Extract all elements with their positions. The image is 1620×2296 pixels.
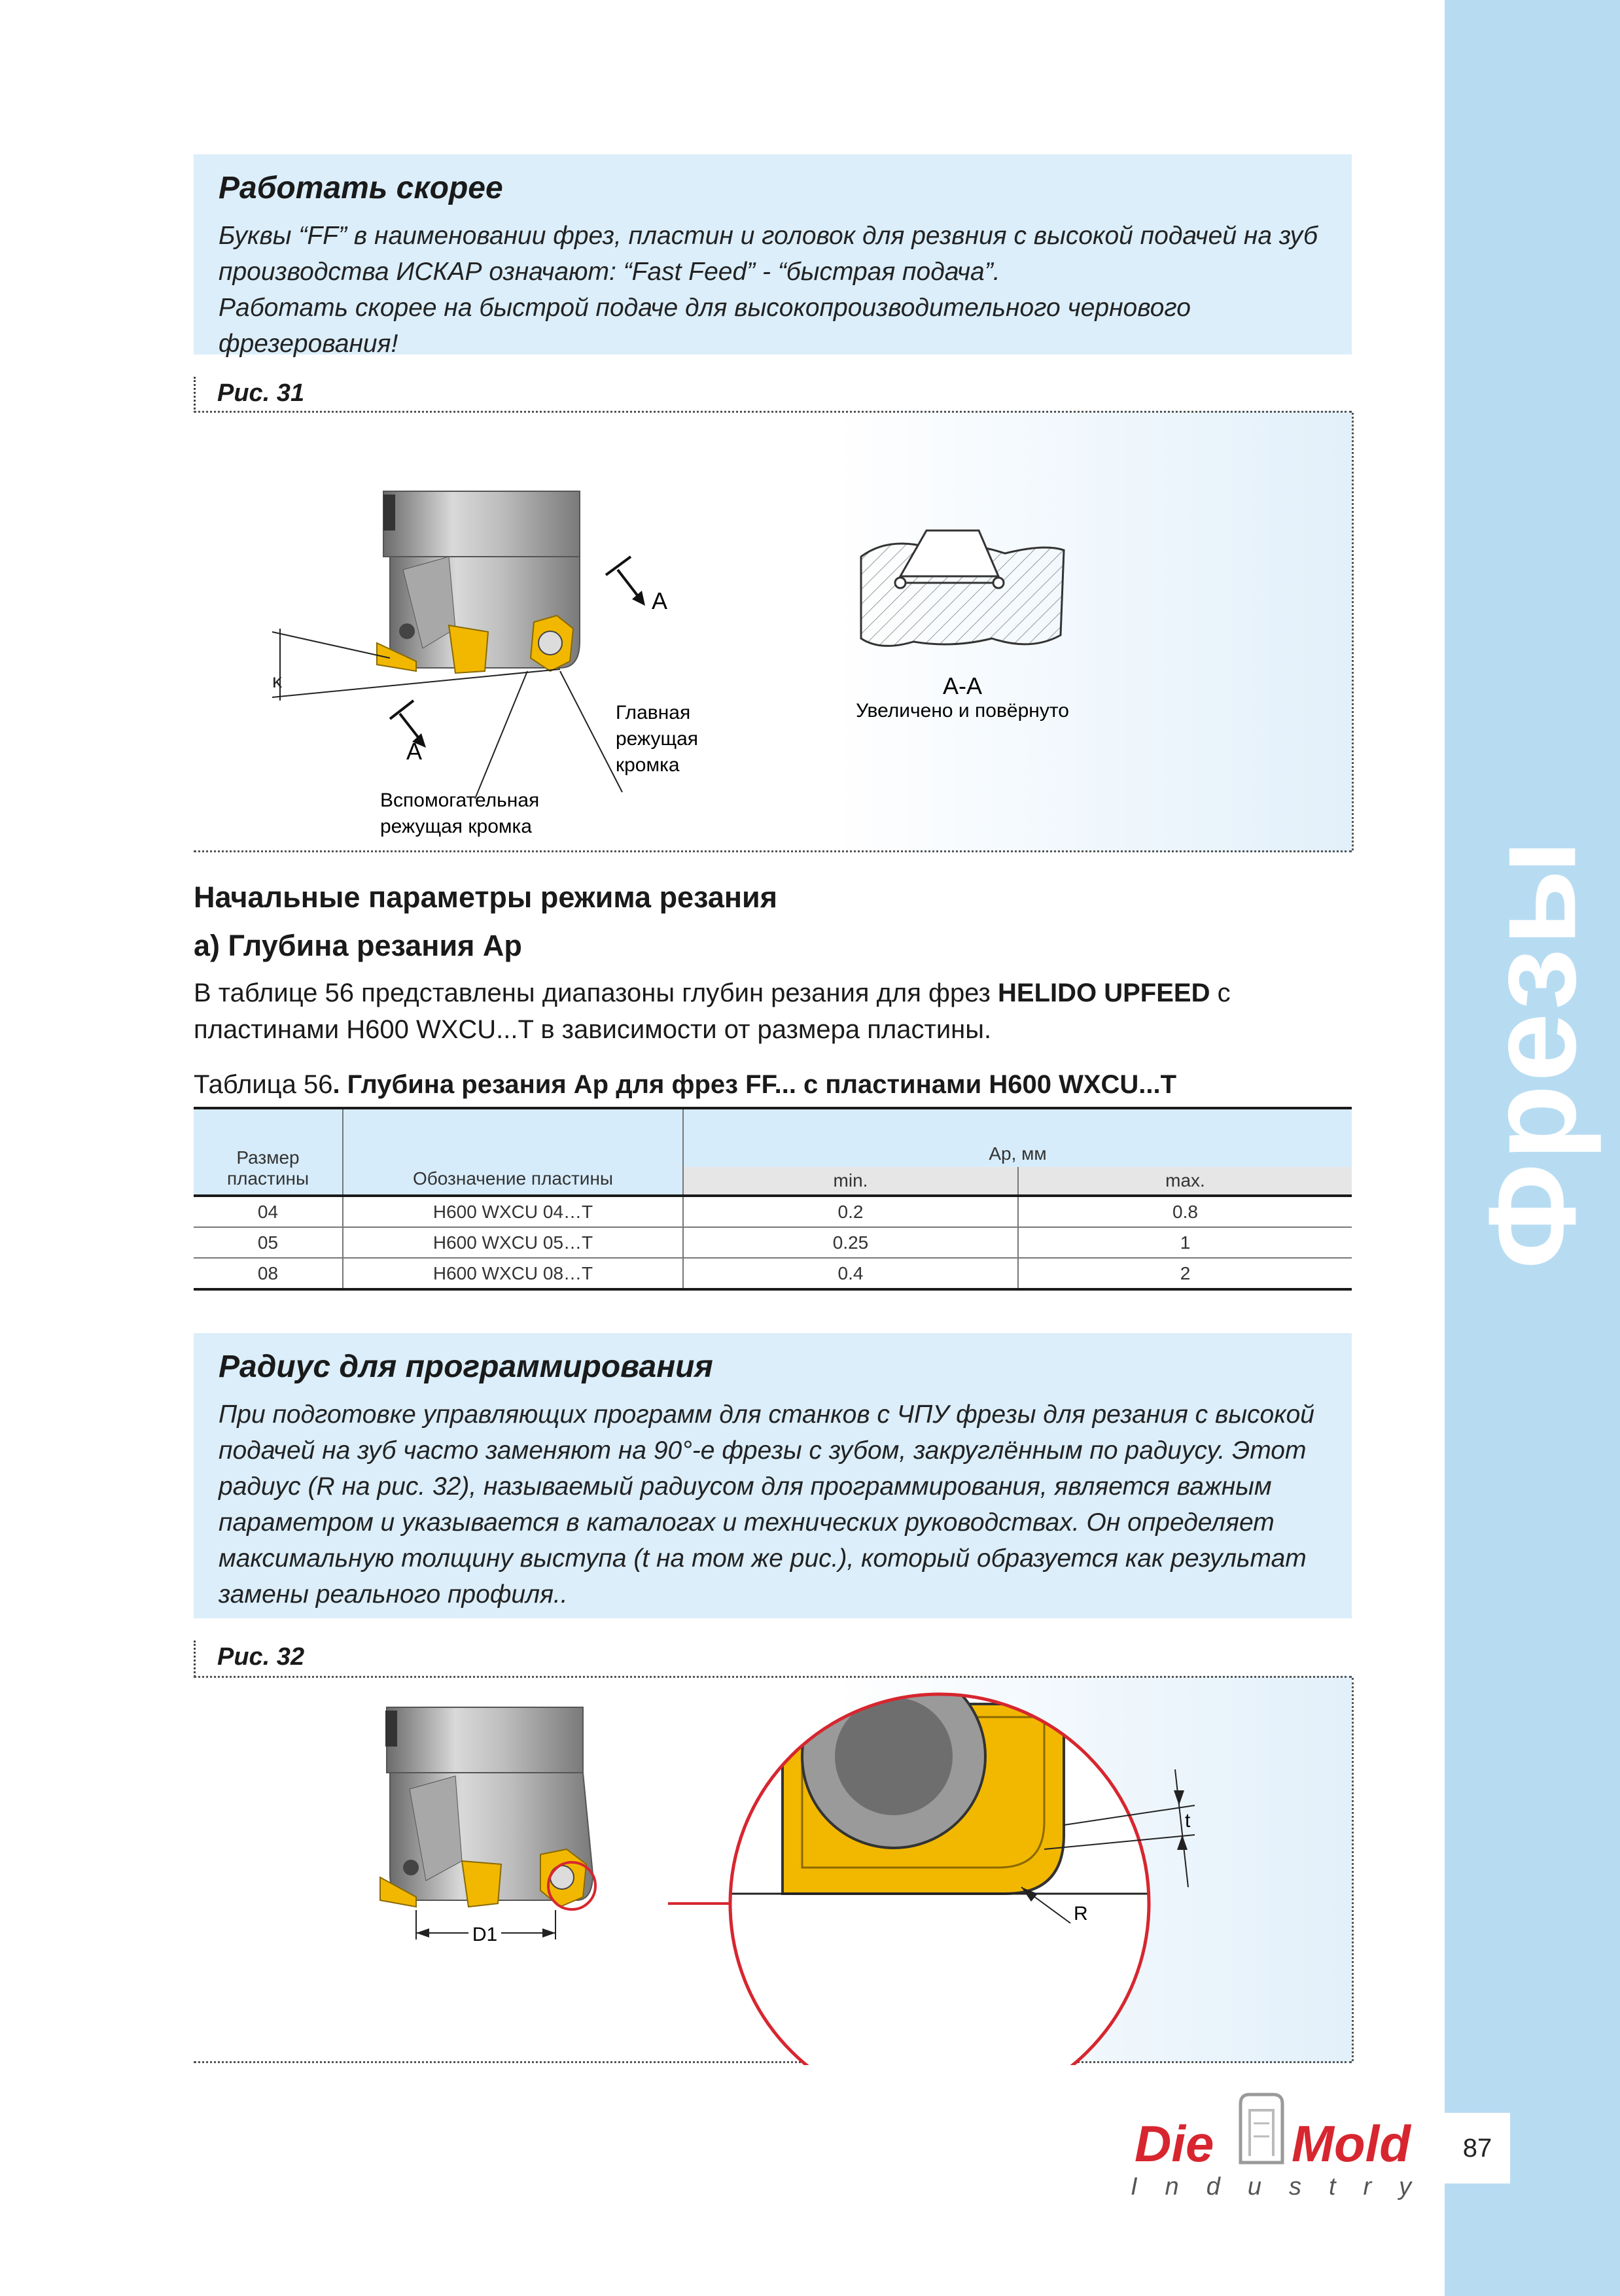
section-mark-label: A (652, 587, 668, 614)
figure-32-drawing (194, 1678, 1352, 2065)
info-box-line: максимальную толщину выступа (t на том же рис.), который образуется как результат (219, 1544, 1307, 1573)
figure-32 (194, 1676, 1352, 2063)
cell-max: 2 (1018, 1258, 1352, 1289)
insert (462, 1861, 501, 1907)
figure-caption-31: Рис. 31 (194, 379, 304, 408)
cell-designation: H600 WXCU 08…T (343, 1258, 683, 1289)
info-box-title: Радиус для программирования (219, 1349, 713, 1384)
logo-word-mold: Mold (1292, 2115, 1411, 2172)
col-ap-header: Ap, мм (683, 1108, 1352, 1167)
info-box-line: радиус (R на рис. 32), называемый радиусом для программирования, является важным (219, 1472, 1272, 1501)
section-subheading: а) Глубина резания Ap (194, 929, 522, 962)
info-box-line: Работать скорее на быстрой подаче для высокопроизводительного чернового (219, 294, 1191, 322)
cell-size: 05 (194, 1227, 343, 1258)
cell-size: 04 (194, 1196, 343, 1227)
cell-designation: H600 WXCU 05…T (343, 1227, 683, 1258)
logo-word-die: Die (1135, 2115, 1214, 2172)
section-mark-label: A (406, 738, 423, 765)
info-box-work-faster (194, 154, 1352, 358)
info-box-line: замены реального профиля.. (219, 1580, 568, 1609)
section-title: A-A (942, 672, 983, 699)
cell-min: 0.4 (683, 1258, 1018, 1289)
main-edge-label: Главная (616, 702, 691, 723)
thickness-label: t (1185, 1810, 1191, 1832)
table-row (194, 1227, 1352, 1258)
col-designation-header: Обозначение пластины (343, 1108, 683, 1196)
cell-max: 0.8 (1018, 1196, 1352, 1227)
page-number: 87 (1445, 2113, 1510, 2183)
cell-max: 1 (1018, 1227, 1352, 1258)
section-subtitle: Увеличено и повёрнуто (856, 700, 1069, 722)
zoom-detail (730, 1678, 1149, 2065)
figure-31-drawing (194, 413, 1352, 854)
figure-31 (194, 411, 1352, 852)
sidebar-title: Фрезы (1463, 837, 1602, 1270)
col-size-header: Размер пластины (194, 1108, 343, 1196)
table-row (194, 1196, 1352, 1227)
logo-emblem-icon (1234, 2091, 1289, 2169)
diameter-label: D1 (472, 1924, 498, 1945)
aux-edge-label: режущая кромка (380, 816, 532, 837)
info-box-line: При подготовке управляющих программ для станков с ЧПУ фрезы для резания с высокой (219, 1400, 1315, 1429)
info-box-line: Буквы “FF” в наименовании фрез, пластин и головок для резвния с высокой подачей на зуб (219, 222, 1318, 250)
info-box-line: производства ИСКАР означают: “Fast Feed” - “быстрая подача”. (219, 258, 1000, 286)
main-edge-label: режущая (616, 728, 699, 750)
radius-label: R (1074, 1903, 1088, 1924)
cell-size: 08 (194, 1258, 343, 1289)
section-paragraph: В таблице 56 представлены диапазоны глубин резания для фрез HELIDO UPFEED с пластинами H600 WXCU...T в зависимости от размера пластины. (194, 979, 1231, 1044)
main-edge-label: кромка (616, 754, 680, 776)
diemold-logo (1131, 2085, 1438, 2203)
cell-min: 0.2 (683, 1196, 1018, 1227)
col-min-header: min. (683, 1167, 1018, 1196)
info-box-line: подачей на зуб часто заменяют на 90°-е фрезы с зубом, закруглённым по радиусу. Этот (219, 1436, 1307, 1465)
figure-caption-32: Рис. 32 (194, 1643, 304, 1671)
col-max-header: max. (1018, 1167, 1352, 1196)
table-title: Таблица 56. Глубина резания Ap для фрез FF... с пластинами H600 WXCU...T (194, 1070, 1177, 1099)
depth-table (194, 1107, 1352, 1291)
insert (449, 625, 488, 673)
kappa-label: κ (272, 670, 282, 692)
section-heading: Начальные параметры режима резания (194, 880, 777, 914)
section-view (861, 531, 1064, 646)
info-box-line: фрезерования! (219, 330, 398, 358)
logo-word-industry: Industry (1131, 2173, 1439, 2200)
cell-min: 0.25 (683, 1227, 1018, 1258)
info-box-line: параметром и указывается в каталогах и технических руководствах. Он определяет (219, 1508, 1275, 1537)
info-box-title: Работать скорее (219, 171, 503, 205)
table-row (194, 1258, 1352, 1289)
info-box-programming-radius (194, 1333, 1352, 1618)
aux-edge-label: Вспомогательная (380, 790, 540, 811)
cell-designation: H600 WXCU 04…T (343, 1196, 683, 1227)
